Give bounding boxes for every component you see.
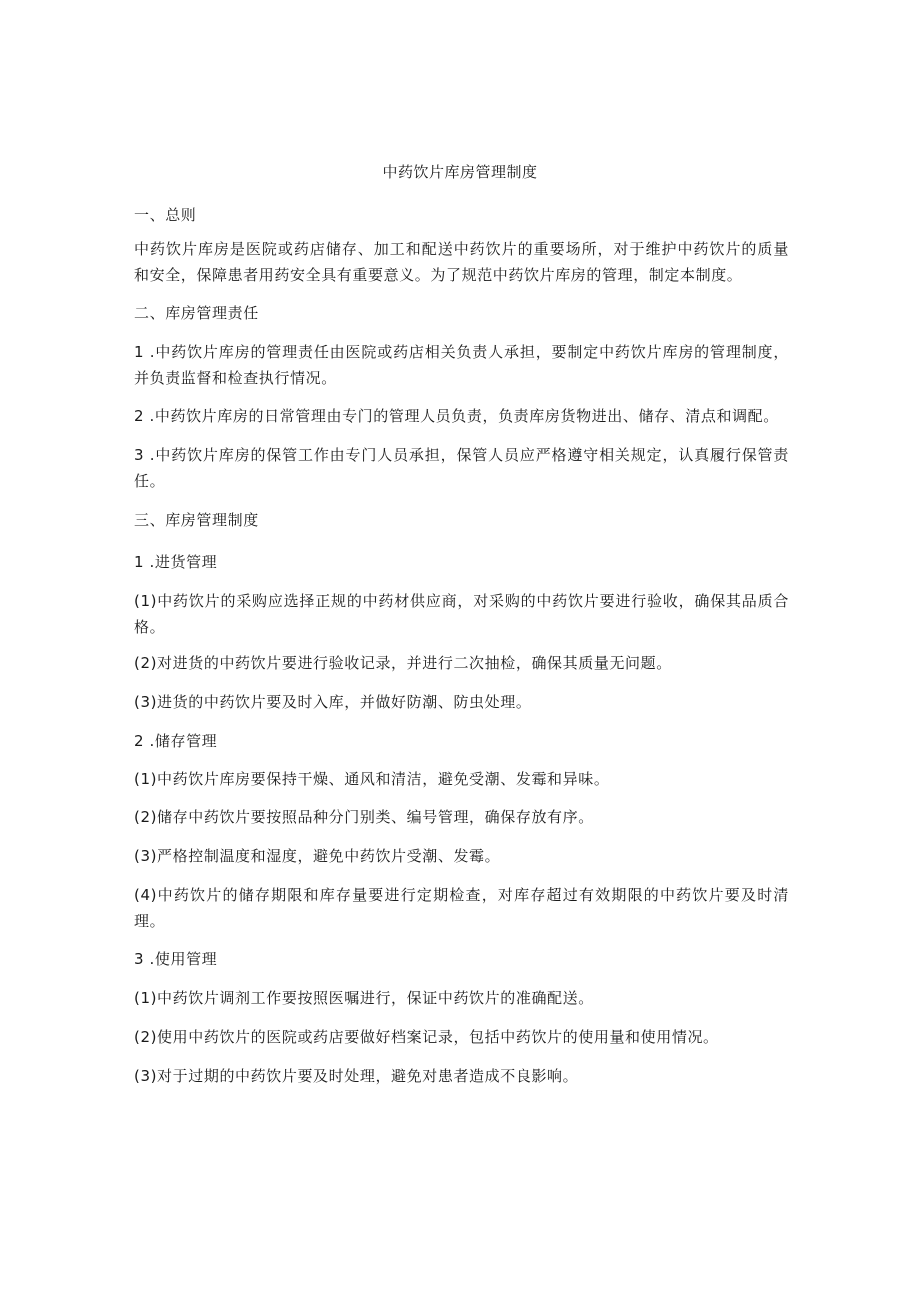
- section-heading-general: 一、总则: [134, 206, 197, 224]
- storage-item-1: (1)中药饮片库房要保持干燥、通风和清洁，避免受潮、发霉和异味。: [134, 770, 610, 788]
- storage-item-3: (3)严格控制温度和湿度，避免中药饮片受潮、发霉。: [134, 847, 501, 865]
- responsibility-item-1: 1 .中药饮片库房的管理责任由医院或药店相关负责人承担，要制定中药饮片库房的管理制度，并负责监督和检查执行情况。: [134, 343, 789, 387]
- paragraph-general-intro: 中药饮片库房是医院或药店储存、加工和配送中药饮片的重要场所，对于维护中药饮片的质量和安全，保障患者用药安全具有重要意义。为了规范中药饮片库房的管理，制定本制度。: [134, 240, 789, 284]
- document-title: 中药饮片库房管理制度: [382, 163, 538, 181]
- usage-item-3: (3)对于过期的中药饮片要及时处理，避免对患者造成不良影响。: [134, 1067, 579, 1085]
- responsibility-item-2: 2 .中药饮片库房的日常管理由专门的管理人员负责，负责库房货物进出、储存、清点和调配。: [134, 407, 779, 425]
- purchasing-item-1: (1)中药饮片的采购应选择正规的中药材供应商，对采购的中药饮片要进行验收，确保其品质合格。: [134, 592, 789, 636]
- subsection-heading-purchasing: 1 .进货管理: [134, 553, 218, 571]
- storage-item-4: (4)中药饮片的储存期限和库存量要进行定期检查，对库存超过有效期限的中药饮片要及时清理。: [134, 886, 789, 930]
- subsection-heading-storage: 2 .储存管理: [134, 732, 218, 750]
- section-heading-responsibility: 二、库房管理责任: [134, 304, 259, 322]
- storage-item-2: (2)储存中药饮片要按照品种分门别类、编号管理，确保存放有序。: [134, 808, 594, 826]
- purchasing-item-3: (3)进货的中药饮片要及时入库，并做好防潮、防虫处理。: [134, 693, 532, 711]
- section-heading-rules: 三、库房管理制度: [134, 511, 259, 529]
- usage-item-2: (2)使用中药饮片的医院或药店要做好档案记录，包括中药饮片的使用量和使用情况。: [134, 1028, 719, 1046]
- usage-item-1: (1)中药饮片调剂工作要按照医嘱进行，保证中药饮片的准确配送。: [134, 989, 594, 1007]
- purchasing-item-2: (2)对进货的中药饮片要进行验收记录，并进行二次抽检，确保其质量无问题。: [134, 654, 672, 672]
- responsibility-item-3: 3 .中药饮片库房的保管工作由专门人员承担，保管人员应严格遵守相关规定，认真履行保管责任。: [134, 446, 789, 490]
- subsection-heading-usage: 3 .使用管理: [134, 950, 218, 968]
